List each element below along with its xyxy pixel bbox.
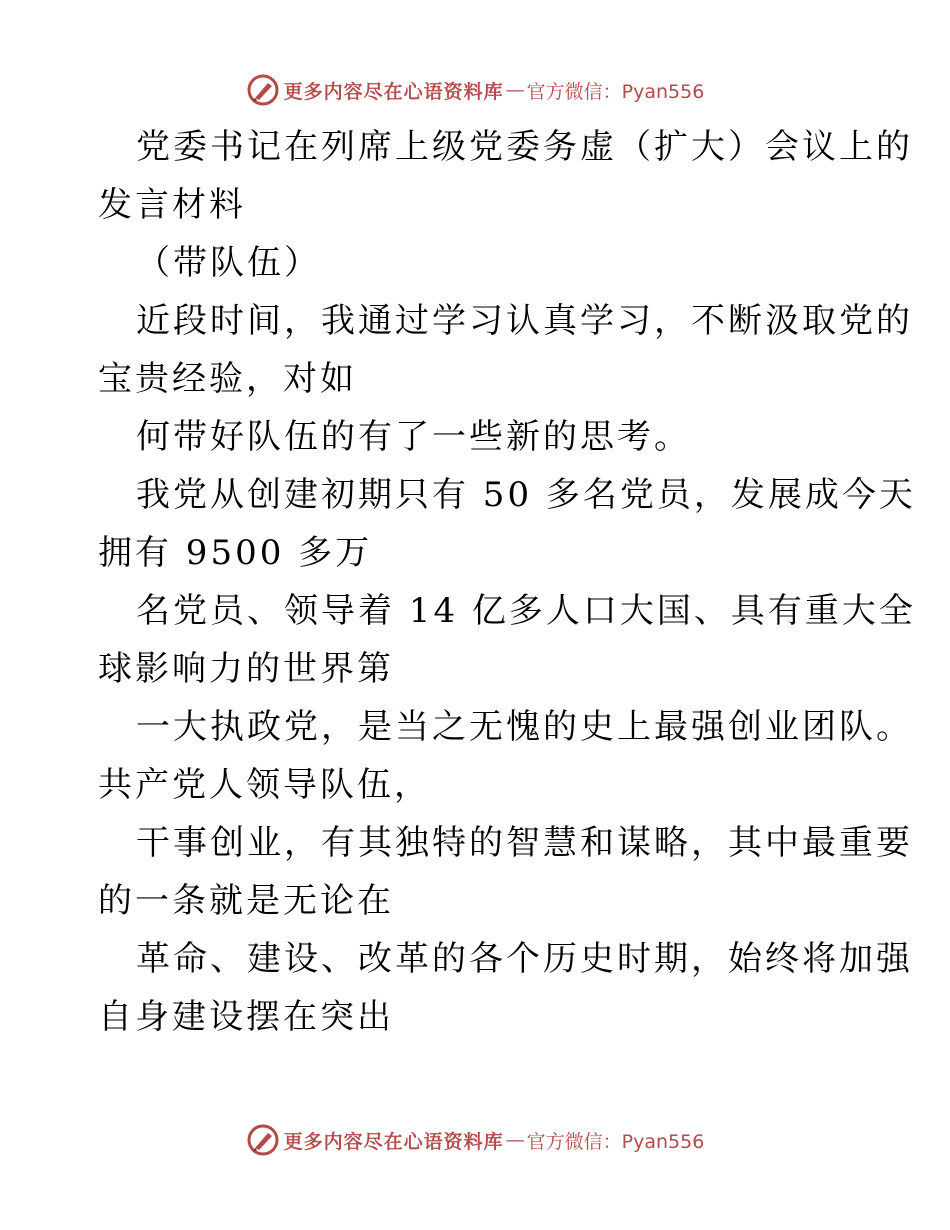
text-line: 我党从创建初期只有 50 多名党员，发展成今天 [136, 475, 916, 515]
document-body [98, 118, 916, 1046]
watermark-text: 更多内容尽在心语资料库 [283, 1130, 504, 1153]
text-line: 的一条就是无论在 [98, 881, 394, 921]
text-line: 近段时间，我通过学习认真学习，不断汲取党的 [136, 301, 913, 341]
watermark-separator: — [505, 1129, 525, 1151]
header-watermark [0, 70, 950, 110]
text-line: 何带好队伍的有了一些新的思考。 [136, 417, 691, 457]
text-line: 拥有 9500 多万 [98, 533, 373, 573]
text-line: 干事创业，有其独特的智慧和谋略，其中最重要 [136, 823, 913, 863]
text-line: 共产党人领导队伍， [98, 765, 431, 805]
watermark-wechat: 官方微信：Pyan556 [526, 80, 705, 103]
text-line: 自身建设摆在突出 [98, 997, 394, 1037]
text-line: 发言材料 [98, 185, 246, 225]
text-line: 球影响力的世界第 [98, 649, 394, 689]
watermark-separator: — [505, 79, 525, 101]
text-line: 宝贵经验，对如 [98, 359, 357, 399]
text-line: 革命、建设、改革的各个历史时期，始终将加强 [136, 939, 913, 979]
watermark-text: 更多内容尽在心语资料库 [283, 80, 504, 103]
footer-watermark [0, 1120, 950, 1160]
pen-logo-icon [246, 73, 280, 107]
pen-logo-icon [246, 1123, 280, 1157]
text-line: 一大执政党，是当之无愧的史上最强创业团队。 [136, 707, 913, 747]
text-line: （带队伍） [136, 243, 321, 283]
text-line: 党委书记在列席上级党委务虚（扩大）会议上的 [136, 127, 913, 167]
text-line: 名党员、领导着 14 亿多人口大国、具有重大全 [136, 591, 916, 631]
watermark-wechat: 官方微信：Pyan556 [526, 1130, 705, 1153]
